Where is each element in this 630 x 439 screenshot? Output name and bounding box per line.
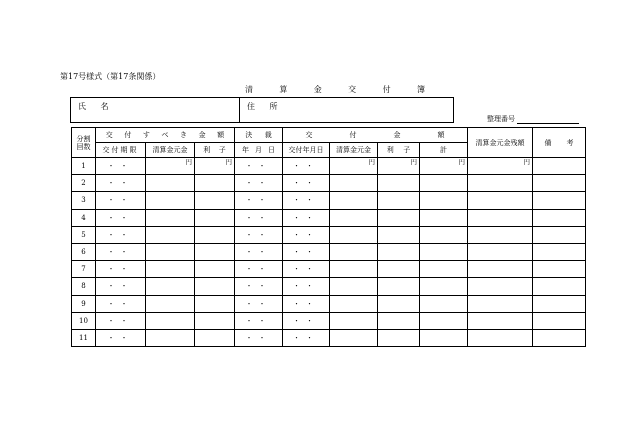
paid-principal-cell[interactable] <box>330 175 378 192</box>
paid-principal-cell[interactable] <box>330 226 378 243</box>
title-char: 交 <box>348 85 357 94</box>
balance-cell[interactable] <box>468 278 533 295</box>
balance-cell[interactable] <box>468 209 533 226</box>
principal-cell[interactable] <box>146 209 195 226</box>
registration-number-field[interactable] <box>517 114 579 124</box>
remarks-cell[interactable] <box>533 295 586 312</box>
interest-cell[interactable] <box>195 261 235 278</box>
remarks-cell[interactable] <box>533 312 586 329</box>
paid-interest-cell[interactable] <box>378 192 420 209</box>
paid-date-cell[interactable]: ・・ <box>283 226 330 243</box>
paid-principal-cell[interactable]: 円 <box>330 158 378 175</box>
total-cell[interactable] <box>420 261 468 278</box>
registration-number <box>487 114 579 124</box>
header-char: 日 <box>268 146 276 154</box>
header-char: 交 <box>305 131 313 139</box>
row-number: 2 <box>72 175 96 192</box>
name-field[interactable] <box>71 98 240 122</box>
principal-cell[interactable] <box>146 295 195 312</box>
applicant-info-box <box>70 97 454 123</box>
header-char: き <box>180 131 188 139</box>
paid-principal-header: 清算金元金 <box>330 143 378 158</box>
header-char: 付 <box>124 131 132 139</box>
paid-date-header: 交付年月日 <box>283 143 330 158</box>
principal-cell[interactable] <box>146 243 195 260</box>
header-char: 月 <box>255 146 263 154</box>
table-row <box>72 312 586 329</box>
balance-cell[interactable]: 円 <box>468 158 533 175</box>
header-char: 利 <box>203 146 211 154</box>
total-cell[interactable] <box>420 226 468 243</box>
total-cell[interactable] <box>420 312 468 329</box>
paid-principal-cell[interactable] <box>330 261 378 278</box>
table-row <box>72 261 586 278</box>
paid-date-cell[interactable]: ・・ <box>283 295 330 312</box>
row-number: 8 <box>72 278 96 295</box>
due-date-header: 交付期限 <box>96 143 146 158</box>
balance-cell[interactable] <box>468 295 533 312</box>
balance-header: 清算金元金残額 <box>468 128 533 158</box>
table-row <box>72 209 586 226</box>
decision-date-cell[interactable]: ・・ <box>235 312 283 329</box>
paid-principal-cell[interactable] <box>330 278 378 295</box>
balance-cell[interactable] <box>468 261 533 278</box>
total-cell[interactable]: 円 <box>420 158 468 175</box>
header-char: す <box>142 131 150 139</box>
due-date-cell[interactable]: ・・ <box>96 295 146 312</box>
interest-cell[interactable] <box>195 175 235 192</box>
table-row <box>72 243 586 260</box>
decision-date-header <box>235 143 283 158</box>
total-header: 計 <box>420 143 468 158</box>
settlement-ledger-table <box>71 127 586 347</box>
balance-cell[interactable] <box>468 329 533 346</box>
table-row <box>72 158 586 175</box>
row-number: 3 <box>72 192 96 209</box>
paid-principal-cell[interactable] <box>330 243 378 260</box>
row-number: 4 <box>72 209 96 226</box>
interest-cell[interactable] <box>195 192 235 209</box>
principal-cell[interactable] <box>146 329 195 346</box>
table-row <box>72 226 586 243</box>
table-row <box>72 175 586 192</box>
paid-interest-cell[interactable] <box>378 175 420 192</box>
due-date-cell[interactable]: ・・ <box>96 278 146 295</box>
paid-principal-cell[interactable] <box>330 192 378 209</box>
paid-interest-cell[interactable] <box>378 329 420 346</box>
interest-cell[interactable]: 円 <box>195 158 235 175</box>
paid-interest-cell[interactable] <box>378 209 420 226</box>
decision-date-cell[interactable]: ・・ <box>235 243 283 260</box>
paid-date-cell[interactable]: ・・ <box>283 175 330 192</box>
due-date-cell[interactable]: ・・ <box>96 209 146 226</box>
remarks-cell[interactable] <box>533 209 586 226</box>
row-number: 9 <box>72 295 96 312</box>
principal-cell[interactable] <box>146 278 195 295</box>
paid-principal-cell[interactable] <box>330 209 378 226</box>
header-char: 額 <box>437 131 445 139</box>
paid-principal-cell[interactable] <box>330 312 378 329</box>
form-title <box>245 84 425 95</box>
total-cell[interactable] <box>420 192 468 209</box>
decision-date-cell[interactable]: ・・ <box>235 261 283 278</box>
paid-date-cell[interactable]: ・・ <box>283 312 330 329</box>
decision-date-cell[interactable]: ・・ <box>235 209 283 226</box>
principal-cell[interactable] <box>146 312 195 329</box>
interest-cell[interactable] <box>195 243 235 260</box>
balance-cell[interactable] <box>468 226 533 243</box>
table-row <box>72 295 586 312</box>
header-char: 金 <box>393 131 401 139</box>
header-char: 付 <box>349 131 357 139</box>
header-char: 年 <box>242 146 250 154</box>
header-char: 金 <box>198 131 206 139</box>
due-date-cell[interactable]: ・・ <box>96 261 146 278</box>
due-date-cell[interactable]: ・・ <box>96 192 146 209</box>
table-row <box>72 329 586 346</box>
row-number: 5 <box>72 226 96 243</box>
header-char: べ <box>161 131 169 139</box>
due-date-cell[interactable]: ・・ <box>96 158 146 175</box>
paid-date-cell[interactable]: ・・ <box>283 243 330 260</box>
interest-cell[interactable] <box>195 209 235 226</box>
paid-principal-cell[interactable] <box>330 295 378 312</box>
balance-cell[interactable] <box>468 175 533 192</box>
interest-cell[interactable] <box>195 226 235 243</box>
principal-header: 清算金元金 <box>146 143 195 158</box>
total-cell[interactable] <box>420 295 468 312</box>
header-char: 決 <box>245 131 253 139</box>
paid-interest-cell[interactable] <box>378 261 420 278</box>
total-cell[interactable] <box>420 243 468 260</box>
row-number: 10 <box>72 312 96 329</box>
remarks-cell[interactable] <box>533 175 586 192</box>
header-char: 裁 <box>264 131 272 139</box>
paid-interest-header <box>378 143 420 158</box>
registration-label: 整理番号 <box>487 115 515 123</box>
decision-date-cell[interactable]: ・・ <box>235 175 283 192</box>
header-char: 利 <box>386 146 394 154</box>
row-number-header: 分割回数 <box>72 128 96 158</box>
ledger-body <box>72 158 586 347</box>
remarks-header <box>533 128 586 158</box>
table-row <box>72 192 586 209</box>
address-label: 住 所 <box>247 102 284 111</box>
interest-cell[interactable] <box>195 295 235 312</box>
total-cell[interactable] <box>420 278 468 295</box>
principal-cell[interactable] <box>146 192 195 209</box>
row-number: 6 <box>72 243 96 260</box>
paid-date-cell[interactable]: ・・ <box>283 278 330 295</box>
header-char: 子 <box>403 146 411 154</box>
remarks-cell[interactable] <box>533 192 586 209</box>
paid-interest-cell[interactable]: 円 <box>378 158 420 175</box>
remarks-cell[interactable] <box>533 243 586 260</box>
decision-date-cell[interactable]: ・・ <box>235 158 283 175</box>
paid-interest-cell[interactable] <box>378 295 420 312</box>
principal-cell[interactable] <box>146 175 195 192</box>
title-char: 金 <box>313 85 322 94</box>
paid-date-cell[interactable]: ・・ <box>283 158 330 175</box>
row-number: 7 <box>72 261 96 278</box>
form-number: 第17号様式（第17条関係） <box>60 72 161 81</box>
due-date-cell[interactable]: ・・ <box>96 329 146 346</box>
title-char: 算 <box>279 85 288 94</box>
title-char: 簿 <box>416 85 425 94</box>
table-row <box>72 278 586 295</box>
due-date-cell[interactable]: ・・ <box>96 312 146 329</box>
name-label: 氏 名 <box>78 102 115 111</box>
row-number: 1 <box>72 158 96 175</box>
interest-header <box>195 143 235 158</box>
remarks-cell[interactable] <box>533 158 586 175</box>
paid-date-cell[interactable]: ・・ <box>283 192 330 209</box>
total-cell[interactable] <box>420 175 468 192</box>
due-date-cell[interactable]: ・・ <box>96 226 146 243</box>
due-amount-header <box>96 128 235 143</box>
address-field[interactable] <box>240 98 453 122</box>
remarks-cell[interactable] <box>533 261 586 278</box>
paid-interest-cell[interactable] <box>378 226 420 243</box>
decision-date-cell[interactable]: ・・ <box>235 226 283 243</box>
remarks-cell[interactable] <box>533 278 586 295</box>
principal-cell[interactable]: 円 <box>146 158 195 175</box>
paid-interest-cell[interactable] <box>378 243 420 260</box>
header-char: 考 <box>566 138 574 147</box>
paid-date-cell[interactable]: ・・ <box>283 329 330 346</box>
total-cell[interactable] <box>420 329 468 346</box>
paid-interest-cell[interactable] <box>378 312 420 329</box>
decision-date-cell[interactable]: ・・ <box>235 329 283 346</box>
interest-cell[interactable] <box>195 312 235 329</box>
paid-interest-cell[interactable] <box>378 278 420 295</box>
title-char: 付 <box>382 85 391 94</box>
balance-cell[interactable] <box>468 192 533 209</box>
interest-cell[interactable] <box>195 278 235 295</box>
header-char: 交 <box>105 131 113 139</box>
paid-date-cell[interactable]: ・・ <box>283 209 330 226</box>
header-char: 額 <box>217 131 225 139</box>
remarks-cell[interactable] <box>533 226 586 243</box>
principal-cell[interactable] <box>146 226 195 243</box>
balance-cell[interactable] <box>468 312 533 329</box>
due-date-cell[interactable]: ・・ <box>96 243 146 260</box>
decision-date-cell[interactable]: ・・ <box>235 192 283 209</box>
title-char: 清 <box>245 85 253 94</box>
principal-cell[interactable] <box>146 261 195 278</box>
decision-header <box>235 128 283 143</box>
decision-date-cell[interactable]: ・・ <box>235 295 283 312</box>
decision-date-cell[interactable]: ・・ <box>235 278 283 295</box>
row-number: 11 <box>72 329 96 346</box>
paid-principal-cell[interactable] <box>330 329 378 346</box>
paid-amount-header <box>283 128 468 143</box>
remarks-cell[interactable] <box>533 329 586 346</box>
header-char: 備 <box>544 138 552 147</box>
total-cell[interactable] <box>420 209 468 226</box>
paid-date-cell[interactable]: ・・ <box>283 261 330 278</box>
balance-cell[interactable] <box>468 243 533 260</box>
due-date-cell[interactable]: ・・ <box>96 175 146 192</box>
header-char: 子 <box>218 146 226 154</box>
interest-cell[interactable] <box>195 329 235 346</box>
